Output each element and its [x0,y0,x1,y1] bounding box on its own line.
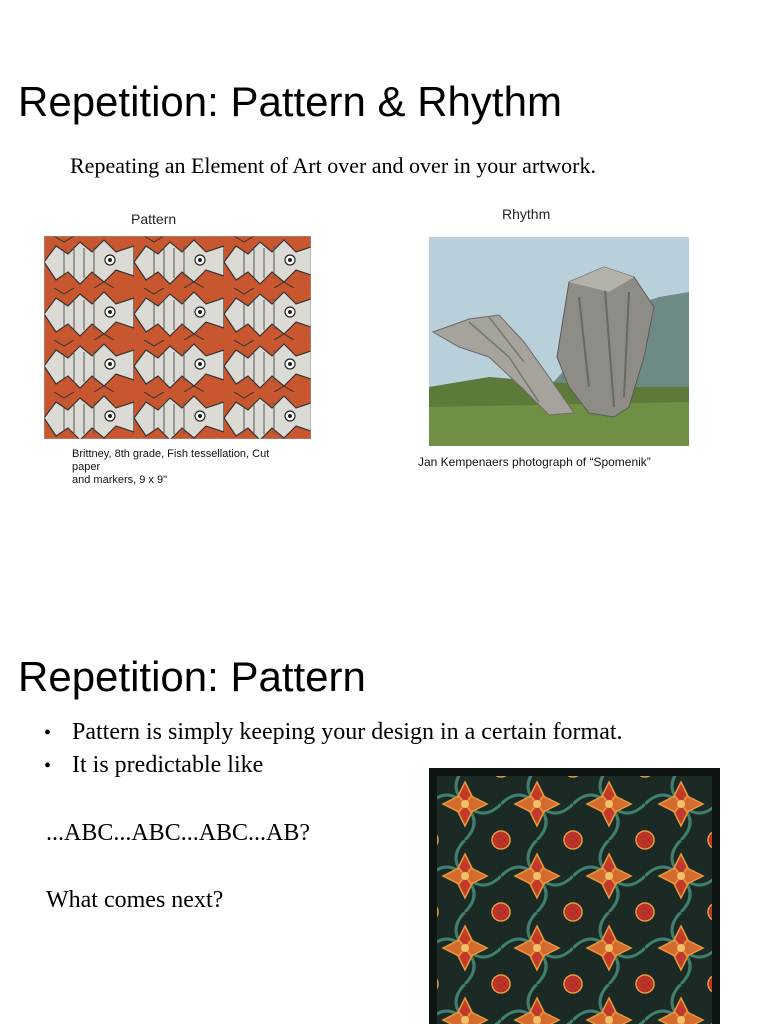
slide1-title: Repetition: Pattern & Rhythm [18,78,562,125]
pattern-caption-line2: and markers, 9 x 9" [72,474,167,486]
slide1-subtitle: Repeating an Element of Art over and over in your artwork. [70,153,597,178]
bullet-icon: • [44,722,52,744]
rhythm-label: Rhythm [502,206,551,222]
bullet-item [44,716,623,749]
spomenik-photo [429,237,689,446]
pattern-caption [72,448,272,487]
carpet-pattern-image [429,768,720,1024]
rhythm-caption: Jan Kempenaers photograph of “Spomenik” [418,455,651,469]
question-text: What comes next? [46,887,224,913]
pattern-label: Pattern [131,211,177,227]
slide2-title: Repetition: Pattern [18,653,366,700]
fish-tessellation-image [44,236,311,439]
sequence-text: ...ABC...ABC...ABC...AB? [46,820,311,846]
bullet-icon: • [44,755,52,777]
bullet-text: It is predictable like [72,752,264,778]
bullet-text: Pattern is simply keeping your design in a certain format. [72,719,623,745]
pattern-caption-line1: Brittney, 8th grade, Fish tessellation, Cut paper [72,448,270,473]
